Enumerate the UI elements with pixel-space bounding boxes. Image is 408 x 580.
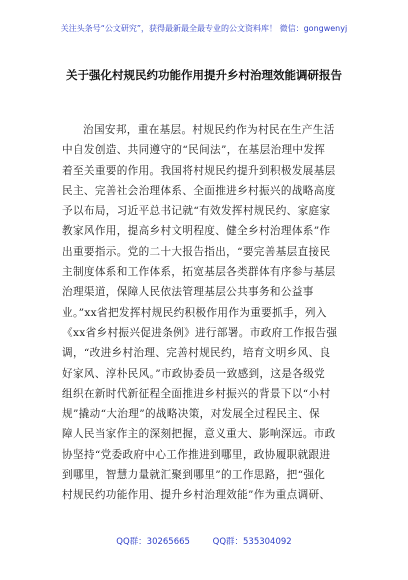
body-line: 予以布局，习近平总书记就“有效发挥村规民约、家庭家 bbox=[62, 205, 331, 218]
body-line: 治理渠道，保障人民依法管理基层公共事务和公益事 bbox=[62, 286, 314, 299]
body-line: 教家风作用，提高乡村文明程度、健全乡村治理体系”作 bbox=[62, 225, 331, 238]
footer-qq-group-1: QQ群：30265665 bbox=[116, 537, 190, 547]
document-body bbox=[62, 120, 344, 506]
body-line: 组织在新时代新征程全面推进乡村振兴的背景下以“小村 bbox=[62, 387, 331, 400]
body-line: 民主、完善社会治理体系、全面推进乡村振兴的战略高度 bbox=[62, 184, 336, 197]
body-line: 治国安邦，重在基层。村规民约作为村民在生产生活 bbox=[83, 124, 335, 136]
body-line: 着至关重要的作用。我国将村规民约提升到积极发展基层 bbox=[62, 164, 336, 177]
body-line: 规”撬动“大治理”的战略决策，对发展全过程民主、保 bbox=[62, 408, 321, 421]
body-line: 业。”xx省把发挥村规民约积极作用作为重要抓手，列入 bbox=[62, 306, 327, 319]
footer-contact bbox=[0, 537, 408, 547]
body-line: 主制度体系和工作体系，拓宽基层各类群体有序参与基层 bbox=[62, 266, 336, 279]
body-line: 到哪里，智慧力量就汇聚到哪里”的工作思路，把“强化 bbox=[62, 469, 326, 482]
body-line: 障人民当家作主的深刻把握，意义重大、影响深远。市政 bbox=[62, 428, 336, 441]
document-title: 关于强化村规民约功能作用提升乡村治理效能调研报告 bbox=[66, 68, 342, 82]
body-line: 出重要指示。党的二十大报告指出，“要完善基层直接民 bbox=[62, 245, 331, 258]
body-line: 中自发创造、共同遵守的“民间法”，在基层治理中发挥 bbox=[62, 144, 326, 157]
header-banner: 关注头条号“公文研究”，获得最新最全最专业的公文资料库！ 微信：gongwenyj bbox=[60, 24, 348, 33]
body-line: 《xx省乡村振兴促进条例》进行部署。市政府工作报告强 bbox=[62, 326, 338, 339]
body-line: 村规民约功能作用、提升乡村治理效能”作为重点调研、 bbox=[62, 489, 331, 502]
body-line: 协坚持“党委政府中心工作推进到哪里，政协履职就跟进 bbox=[62, 448, 331, 461]
body-line: 好家风、淳朴民风。”市政协委员一致感到，这是各级党 bbox=[62, 367, 326, 380]
footer-qq-group-2: QQ群：535304092 bbox=[212, 537, 292, 547]
body-line: 调，“改进乡村治理、完善村规民约，培育文明乡风、良 bbox=[62, 347, 331, 360]
